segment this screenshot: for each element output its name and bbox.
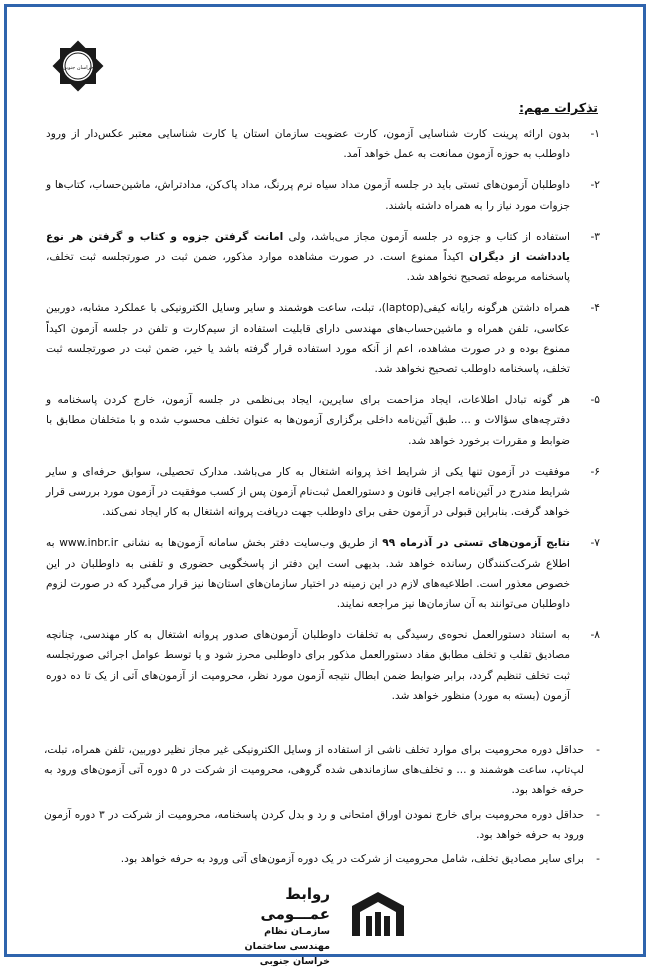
note-emphasis: امانت گرفتن جزوه و کتاب و گرفتن هر نوع یادداشت از دیگران <box>46 230 570 264</box>
penalty-text: حداقل دوره محرومیت برای خارج نمودن اوراق امتحانی و رد و بدل کردن پاسخنامه، محرومیت از شرکت در ۳ دوره آزمون ورود به حرفه خواهد بود. <box>44 808 584 841</box>
note-segment: موفقیت در آزمون تنها یکی از شرایط اخذ پروانه اشتغال به کار می‌باشد. مدارک تحصیلی، سوابق حرفه‌ای و سایر شرایط مندرج در آئین‌نامه اجرایی قانون و دستورالعمل ثبت‌نام آزمون پس از کسب موفقیت در آزمون مورد بررسی قرار خواهد گرفت. بنابراین قبولی در آزمون حقی برای داوطلب جهت دریافت پروانه اشتغال به کار ایجاد نمی‌کند. <box>46 465 570 519</box>
note-text <box>46 128 570 160</box>
footer-logo <box>230 884 430 967</box>
note-item <box>46 124 600 164</box>
note-item <box>46 533 600 614</box>
note-number: ۱- <box>590 128 600 140</box>
note-number: ۸- <box>590 629 600 642</box>
note-number: ۷- <box>590 537 600 550</box>
notes-list <box>46 124 600 717</box>
note-number: ۶- <box>590 465 600 478</box>
note-emphasis: نتایج آزمون‌های تستی در آذرماه ۹۹ <box>382 537 570 550</box>
building-icon <box>348 886 408 942</box>
note-text <box>46 394 570 446</box>
note-number: ۴- <box>590 302 600 315</box>
organization-seal-logo <box>50 38 106 94</box>
note-text <box>46 231 570 283</box>
note-text <box>46 466 570 518</box>
penalty-dash: - <box>596 744 600 756</box>
note-text <box>46 629 570 702</box>
note-item <box>46 462 600 523</box>
note-segment: استفاده از کتاب و جزوه در جلسه آزمون مجاز می‌باشد، ولی <box>283 230 570 243</box>
penalties-list <box>44 740 600 873</box>
note-item <box>46 227 600 288</box>
note-number: ۵- <box>590 394 600 407</box>
note-segment: از طریق وب‌سایت دفتر بخش سامانه آزمون‌ها به نشانی www.inbr.ir به اطلاع شرکت‌کنندگان رسانده خواهد شد. بدیهی است این دفتر از پاسخگویی حضوری و تلفنی به داوطلبان در این خصوص معذور است. اطلاعیه‌های لازم در این زمینه در اختیار سازمان‌های استان‌ها نیز قرار می‌گیرد که در صورت لزوم داوطلبان می‌توانند به آن سازمان‌ها نیز مراجعه نمایند. <box>46 537 570 611</box>
notes-heading: تذکرات مهم: <box>519 100 598 115</box>
note-item <box>46 175 600 215</box>
penalty-item <box>44 740 600 801</box>
note-item <box>46 390 600 451</box>
footer-brand-text <box>230 884 330 969</box>
note-segment: هر گونه تبادل اطلاعات، ایجاد مزاحمت برای سایرین، ایجاد بی‌نظمی در جلسه آزمون، خارج کردن پاسخنامه و دفترچه‌های سؤالات و ... طبق آئین‌نامه داخلی برگزاری آزمون‌ها به عنوان تخلف محسوب شده و با متخلفان مطابق با ضوابط و مقررات برخورد خواهد شد. <box>46 394 570 447</box>
penalty-item <box>44 805 600 845</box>
note-segment: به استناد دستورالعمل نحوه‌ی رسیدگی به تخلفات داوطلبان آزمون‌های صدور پروانه اشتغال به کار مهندسی، چنانچه مصادیق تقلب و تخلف مطابق مفاد دستورالعمل مذکور برای داوطلبی محرز شود و یا توسط عوامل اجرائی صورتجلسه ثبت تخلف تنظیم گردد، برابر ضوابط ضمن ابطال نتیجه آزمون مورد نظر، محرومیت از آزمون‌های آتی از یک تا ده دوره آزمون (بسته به مورد) منظور خواهد شد. <box>46 629 570 702</box>
penalty-text: برای سایر مصادیق تخلف، شامل محرومیت از شرکت در یک دوره آزمون‌های آتی ورود به حرفه خواهد بود. <box>120 853 584 866</box>
penalty-dash: - <box>596 853 600 866</box>
note-number: ۲- <box>590 179 600 192</box>
footer-org: سازمـان نظام مهندسی ساختمان <box>244 926 330 952</box>
note-item <box>46 625 600 706</box>
penalty-dash: - <box>596 808 600 821</box>
penalty-text: حداقل دوره محرومیت برای موارد تخلف ناشی از استفاده از وسایل الکترونیکی غیر مجاز نظیر دوربین، تلفن همراه، تبلت، لپ‌تاپ، ساعت هوشمند و ... و تخلف‌های سازماندهی شده گروهی، محرومیت از شرکت در ۵ دوره آتی آزمون‌های ورود به حرفه خواهد بود. <box>44 744 584 797</box>
note-segment: همراه داشتن هرگونه رایانه کیفی(laptop)، تبلت، ساعت هوشمند و سایر وسایل الکترونیکی با عملکرد مشابه، دوربین عکاسی، تلفن همراه و ماشین‌حساب‌های مهندسی دارای قابلیت استفاده از سیم‌کارت و تلفن در جلسه آزمون اکیداً ممنوع بوده و در صورت مشاهده، اعم از آنکه مورد استفاده قرار گرفته باشد یا خیر، ضمن ثبت در صورتجلسه ثبت تخلف، پاسخنامه داوطلب تصحیح نخواهد شد. <box>46 302 570 376</box>
note-text <box>46 537 570 610</box>
seal-text: خراسان جنوبی <box>62 65 94 71</box>
note-text <box>46 302 570 375</box>
note-text <box>46 179 570 211</box>
note-segment: بدون ارائه پرینت کارت شناسایی آزمون، کارت عضویت سازمان استان یا کارت شناسایی معتبر عکس‌دار از ورود داوطلب به حوزه آزمون ممانعت به عمل خواهد آمد. <box>46 128 570 161</box>
note-segment: داوطلبان آزمون‌های تستی باید در جلسه آزمون مداد سیاه نرم پررنگ، مداد پاک‌کن، مدادتراش، ماشین‌حساب، کتاب‌ها و جزوات مورد نیاز را به همراه داشته باشند. <box>46 179 570 212</box>
footer-province: خراسان جنوبی <box>259 956 330 967</box>
note-item <box>46 298 600 379</box>
footer-title: روابط عمـــومی <box>260 885 330 923</box>
note-segment: اکیداً ممنوع است. در صورت مشاهده موارد مذکور، ضمن ثبت در صورتجلسه ثبت تخلف، پاسخنامه مربوطه تصحیح نخواهد شد. <box>46 251 570 284</box>
note-number: ۳- <box>590 230 600 243</box>
penalty-item <box>44 849 600 869</box>
